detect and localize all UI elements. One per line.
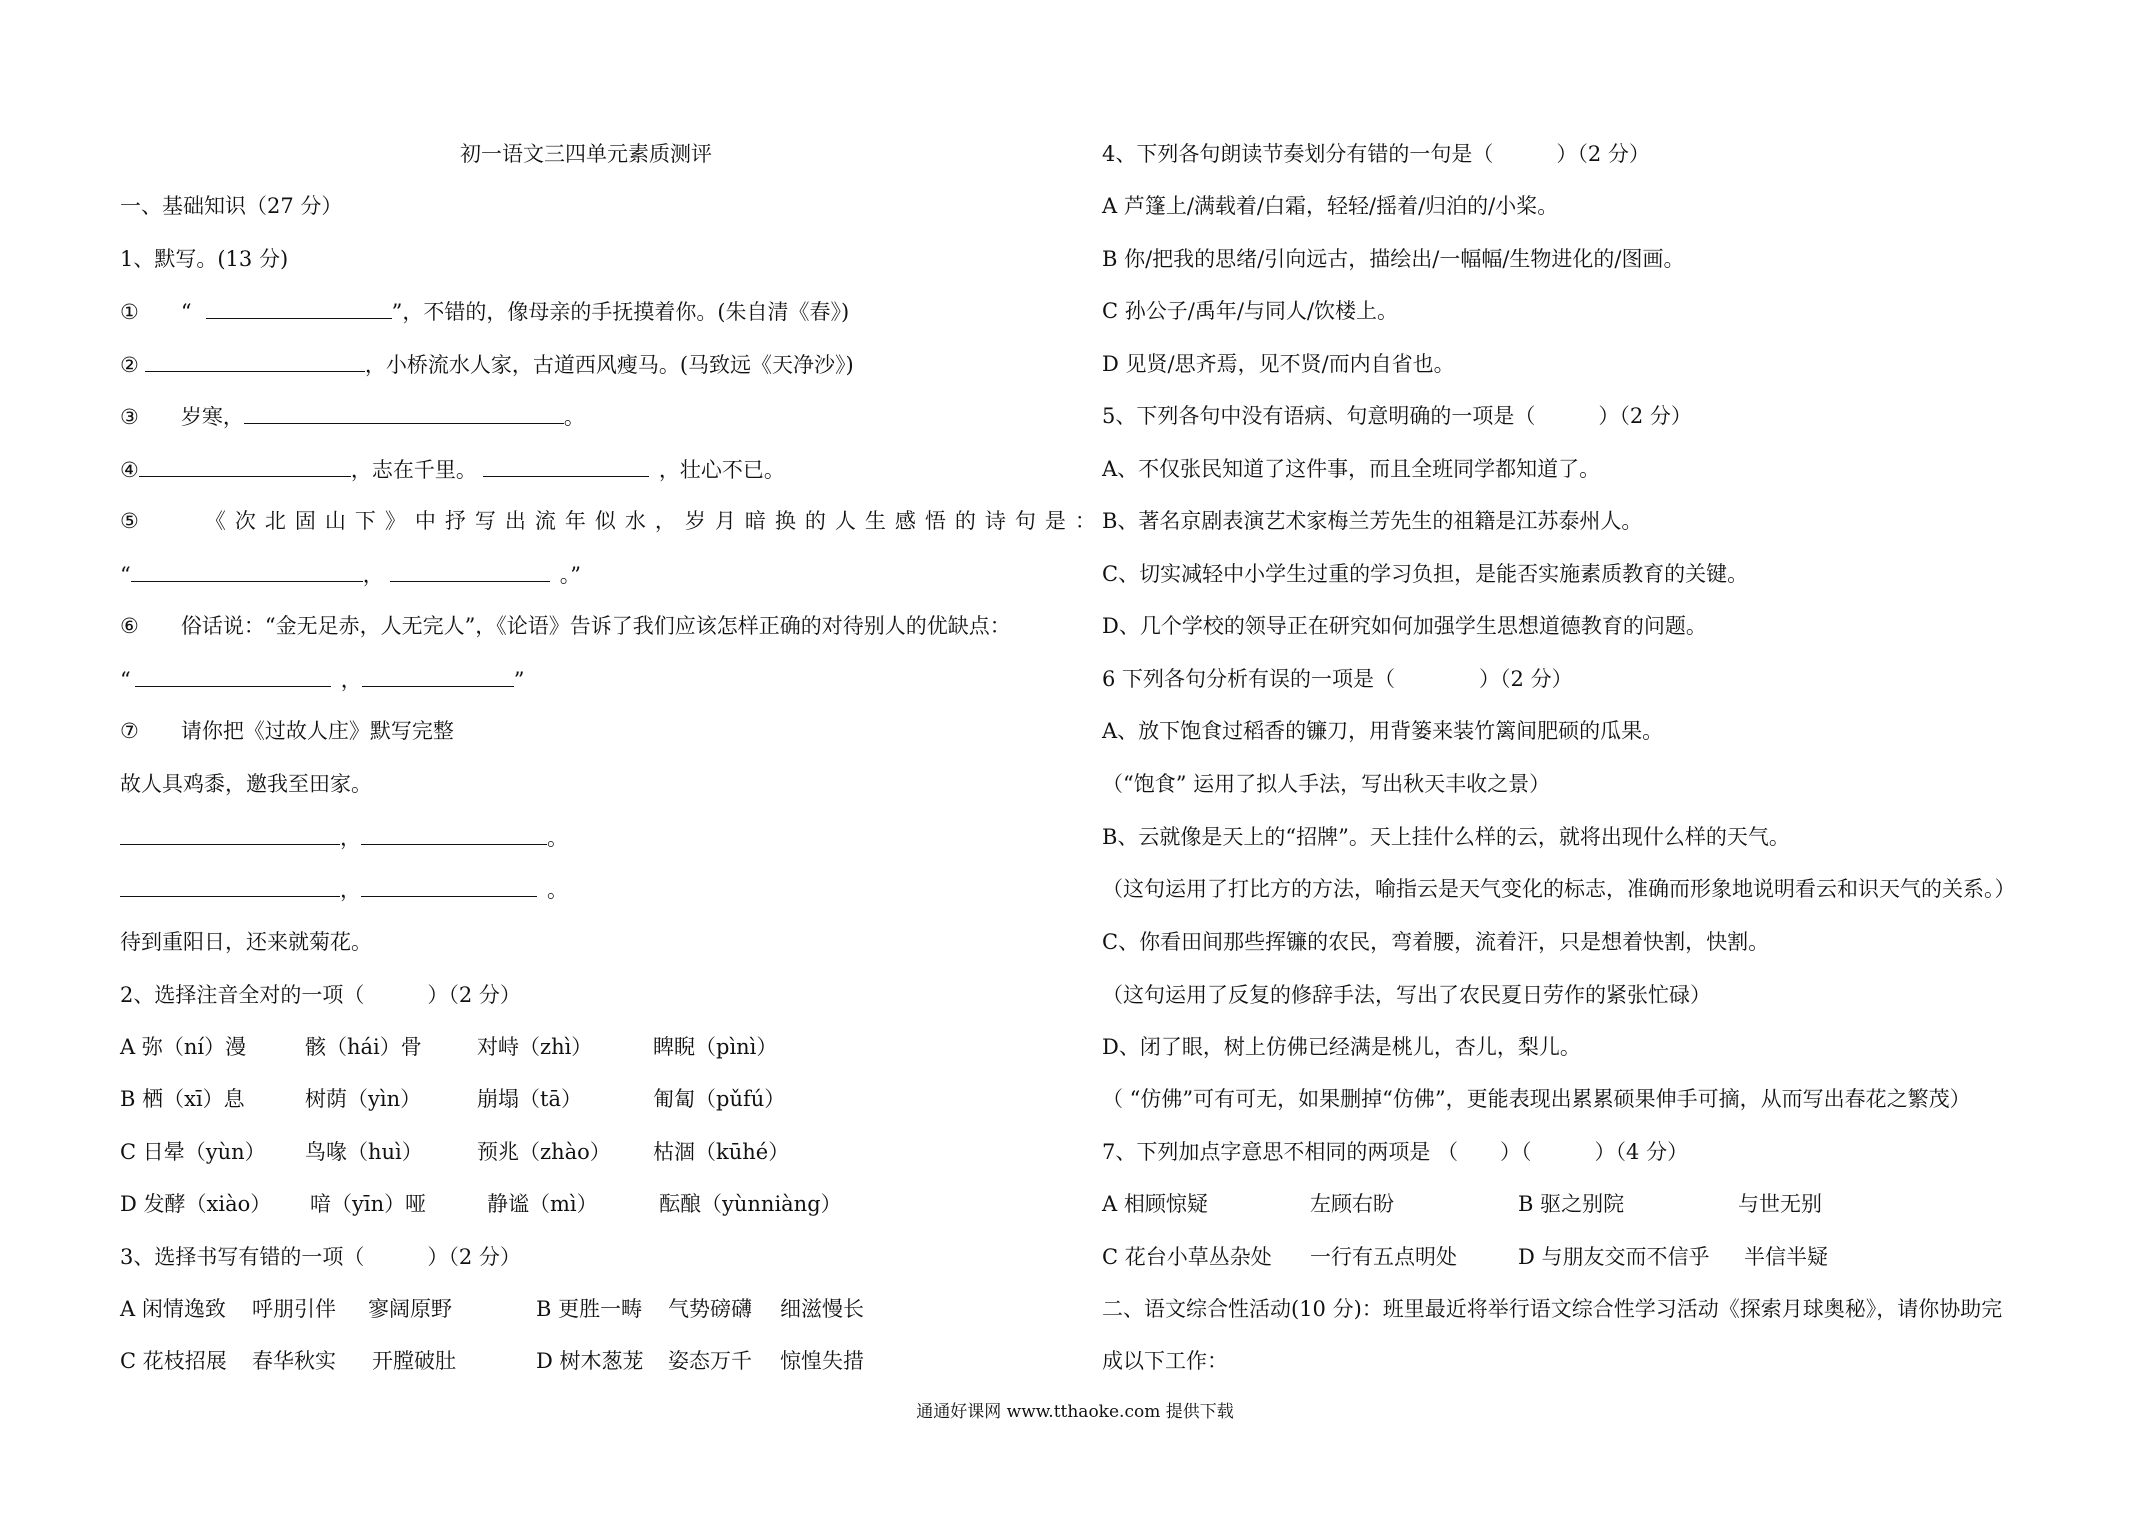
item-text: ”，不错的，像母亲的手抚摸着你。(朱自清《春》) <box>391 300 850 324</box>
question-2-heading: 2、选择注音全对的一项（ ）（2 分） <box>120 983 521 1007</box>
separator: ， <box>340 668 362 692</box>
question-2-option-b <box>120 1084 785 1114</box>
question-1-item-2 <box>120 349 854 380</box>
item-number: ① <box>120 300 139 324</box>
question-6-line: （“饱食” 运用了拟人手法，写出秋天丰收之景） <box>1102 772 1551 796</box>
fill-blank[interactable] <box>361 822 547 845</box>
question-1-item-6-answer <box>120 664 525 695</box>
item-text: ，志在千里。 <box>350 458 477 482</box>
option-text: A 弥（ní）漫 <box>120 1035 247 1059</box>
separator: ， <box>340 878 361 902</box>
question-7-row-2 <box>1102 1242 1828 1272</box>
item-text: 俗话说：“金无足赤，人无完人”，《论语》告诉了我们应该怎样正确的对待别人的优缺点： <box>180 614 1011 638</box>
quote-open: “ <box>120 563 131 587</box>
separator: ， <box>362 563 384 587</box>
question-2-option-c <box>120 1137 789 1167</box>
option-text: B 更胜一畴 <box>536 1297 643 1321</box>
item-number: ② <box>120 353 139 377</box>
question-3-row-2 <box>120 1346 864 1376</box>
poem-blank-line-2 <box>120 874 568 905</box>
question-6-line: B、云就像是天上的“招牌”。天上挂什么样的云，就将出现什么样的天气。 <box>1102 825 1790 849</box>
option-text: 气势磅礴 <box>668 1297 752 1321</box>
question-1-item-3 <box>120 401 585 432</box>
section-basic-knowledge: 一、基础知识（27 分） <box>120 194 343 218</box>
item-end: ，壮心不已。 <box>658 458 785 482</box>
fill-blank[interactable] <box>139 454 351 477</box>
question-7-row-1 <box>1102 1189 1822 1219</box>
question-5-option-d: D、几个学校的领导正在研究如何加强学生思想道德教育的问题。 <box>1102 614 1707 638</box>
question-6-line: C、你看田间那些挥镰的农民，弯着腰，流着汗，只是想着快割，快割。 <box>1102 930 1770 954</box>
item-number: ⑤ <box>120 509 139 533</box>
question-1-item-1 <box>120 296 849 327</box>
option-text: C 花枝招展 <box>120 1349 227 1373</box>
fill-blank[interactable] <box>120 822 340 845</box>
question-1-item-5-answer <box>120 559 581 590</box>
option-text: 一行有五点明处 <box>1310 1245 1457 1269</box>
item-number: ③ <box>120 405 139 429</box>
option-text: 酝酿（yùnniàng） <box>659 1192 842 1216</box>
option-text: 春华秋实 <box>252 1349 336 1373</box>
poem-last-line: 待到重阳日，还来就菊花。 <box>120 930 372 954</box>
quote-close: 。” <box>559 563 581 587</box>
option-text: 对峙（zhì） <box>477 1035 593 1059</box>
item-text: 请你把《过故人庄》默写完整 <box>180 719 454 743</box>
fill-blank[interactable] <box>483 454 649 477</box>
fill-blank[interactable] <box>131 559 363 582</box>
question-6-line: （这句运用了打比方的方法，喻指云是天气变化的标志，准确而形象地说明看云和识天气的关系。） <box>1102 877 2016 901</box>
option-text: 崩塌（tā） <box>477 1087 582 1111</box>
footer-credit: 通通好课网 www.tthaoke.com 提供下载 <box>916 1402 1234 1422</box>
fill-blank[interactable] <box>206 296 392 319</box>
section-2-line-1: 二、语文综合性活动(10 分)：班里最近将举行语文综合性学习活动《探索月球奥秘》，请你协助完 <box>1102 1297 2003 1321</box>
option-text: 半信半疑 <box>1744 1245 1828 1269</box>
poem-first-line: 故人具鸡黍，邀我至田家。 <box>120 772 372 796</box>
exam-title: 初一语文三四单元素质测评 <box>460 142 712 166</box>
option-text: 与世无别 <box>1738 1192 1822 1216</box>
fill-blank[interactable] <box>362 664 514 687</box>
option-text: C 花台小草丛杂处 <box>1102 1245 1272 1269</box>
option-text: A 相顾惊疑 <box>1102 1192 1208 1216</box>
option-text: 姿态万千 <box>668 1349 752 1373</box>
option-text: 细滋慢长 <box>780 1297 864 1321</box>
option-text: 呼朋引伴 <box>252 1297 336 1321</box>
fill-blank[interactable] <box>390 559 550 582</box>
quote-close: ” <box>513 668 525 692</box>
option-text: D 发酵（xiào） <box>120 1192 272 1216</box>
fill-blank[interactable] <box>361 874 537 897</box>
option-text: 静谧（mì） <box>487 1192 598 1216</box>
question-5-option-b: B、著名京剧表演艺术家梅兰芳先生的祖籍是江苏泰州人。 <box>1102 509 1643 533</box>
option-text: 喑（yīn）哑 <box>310 1192 427 1216</box>
option-text: 睥睨（pìnì） <box>653 1035 778 1059</box>
option-text: A 闲情逸致 <box>120 1297 226 1321</box>
question-4-heading: 4、下列各句朗读节奏划分有错的一句是（ ）（2 分） <box>1102 142 1650 166</box>
question-3-heading: 3、选择书写有错的一项（ ）（2 分） <box>120 1245 521 1269</box>
option-text: 预兆（zhào） <box>477 1140 611 1164</box>
poem-blank-line-1 <box>120 822 568 853</box>
question-4-option-b: B 你/把我的思绪/引向远古，描绘出/一幅幅/生物进化的/图画。 <box>1102 247 1685 271</box>
item-text: ，小桥流水人家，古道西风瘦马。(马致远《天净沙》) <box>364 353 854 377</box>
question-4-option-d: D 见贤/思齐焉，见不贤/而内自省也。 <box>1102 352 1455 376</box>
item-text: 《次北固山下》中抒写出流年似水，岁月暗换的人生感悟的诗句是： <box>204 509 1105 533</box>
option-text: D 与朋友交而不信乎 <box>1518 1245 1710 1269</box>
option-text: B 栖（xī）息 <box>120 1087 245 1111</box>
item-end: 。 <box>547 878 568 902</box>
option-text: 寥阔原野 <box>368 1297 452 1321</box>
option-text: 骸（hái）骨 <box>305 1035 422 1059</box>
question-1-item-4 <box>120 454 785 485</box>
fill-blank[interactable] <box>145 349 365 372</box>
option-text: 枯涸（kūhé） <box>653 1140 790 1164</box>
question-2-option-a <box>120 1032 777 1062</box>
item-end: 。 <box>563 405 585 429</box>
quote-open: “ <box>180 300 192 324</box>
fill-blank[interactable] <box>244 401 564 424</box>
question-1-item-5 <box>120 506 1105 536</box>
question-1-heading: 1、默写。(13 分) <box>120 247 289 271</box>
option-text: 树荫（yìn） <box>305 1087 422 1111</box>
option-text: D 树木葱茏 <box>536 1349 644 1373</box>
option-text: 鸟喙（huì） <box>305 1140 423 1164</box>
question-5-option-a: A、不仅张民知道了这件事，而且全班同学都知道了。 <box>1102 457 1601 481</box>
item-end: 。 <box>547 826 568 850</box>
fill-blank[interactable] <box>120 874 340 897</box>
question-3-row-1 <box>120 1294 864 1324</box>
option-text: C 日晕（yùn） <box>120 1140 266 1164</box>
option-text: 开膛破肚 <box>372 1349 456 1373</box>
question-7-heading: 7、下列加点字意思不相同的两项是 （ ）（ ）（4 分） <box>1102 1140 1689 1164</box>
separator: ， <box>340 826 361 850</box>
question-5-heading: 5、下列各句中没有语病、句意明确的一项是（ ）（2 分） <box>1102 404 1692 428</box>
item-number: ⑥ <box>120 614 139 638</box>
fill-blank[interactable] <box>135 664 331 687</box>
question-6-line: （ “仿佛”可有可无，如果删掉“仿佛”，更能表现出累累硕果伸手可摘，从而写出春花之繁茂） <box>1102 1087 1971 1111</box>
option-text: 左顾右盼 <box>1310 1192 1394 1216</box>
option-text: 匍匐（pǔfú） <box>653 1087 786 1111</box>
question-5-option-c: C、切实减轻中小学生过重的学习负担，是能否实施素质教育的关键。 <box>1102 562 1749 586</box>
item-text: 岁寒， <box>180 405 244 429</box>
section-2-line-2: 成以下工作： <box>1102 1349 1228 1373</box>
question-6-line: D、闭了眼，树上仿佛已经满是桃儿，杏儿，梨儿。 <box>1102 1035 1581 1059</box>
question-1-item-6 <box>120 611 1011 641</box>
quote-open: “ <box>120 668 131 692</box>
option-text: B 驱之别院 <box>1518 1192 1625 1216</box>
question-2-option-d <box>120 1189 842 1219</box>
question-6-line: A、放下饱食过稻香的镰刀，用背篓来装竹篱间肥硕的瓜果。 <box>1102 719 1664 743</box>
item-number: ⑦ <box>120 719 139 743</box>
question-4-option-a: A 芦篷上/满载着/白霜，轻轻/摇着/归泊的/小桨。 <box>1102 194 1559 218</box>
question-6-line: （这句运用了反复的修辞手法，写出了农民夏日劳作的紧张忙碌） <box>1102 983 1711 1007</box>
option-text: 惊惶失措 <box>780 1349 864 1373</box>
question-6-heading: 6 下列各句分析有误的一项是（ ）（2 分） <box>1102 667 1573 691</box>
question-1-item-7 <box>120 716 454 746</box>
question-4-option-c: C 孙公子/禹年/与同人/饮楼上。 <box>1102 299 1398 323</box>
item-number: ④ <box>120 458 139 482</box>
